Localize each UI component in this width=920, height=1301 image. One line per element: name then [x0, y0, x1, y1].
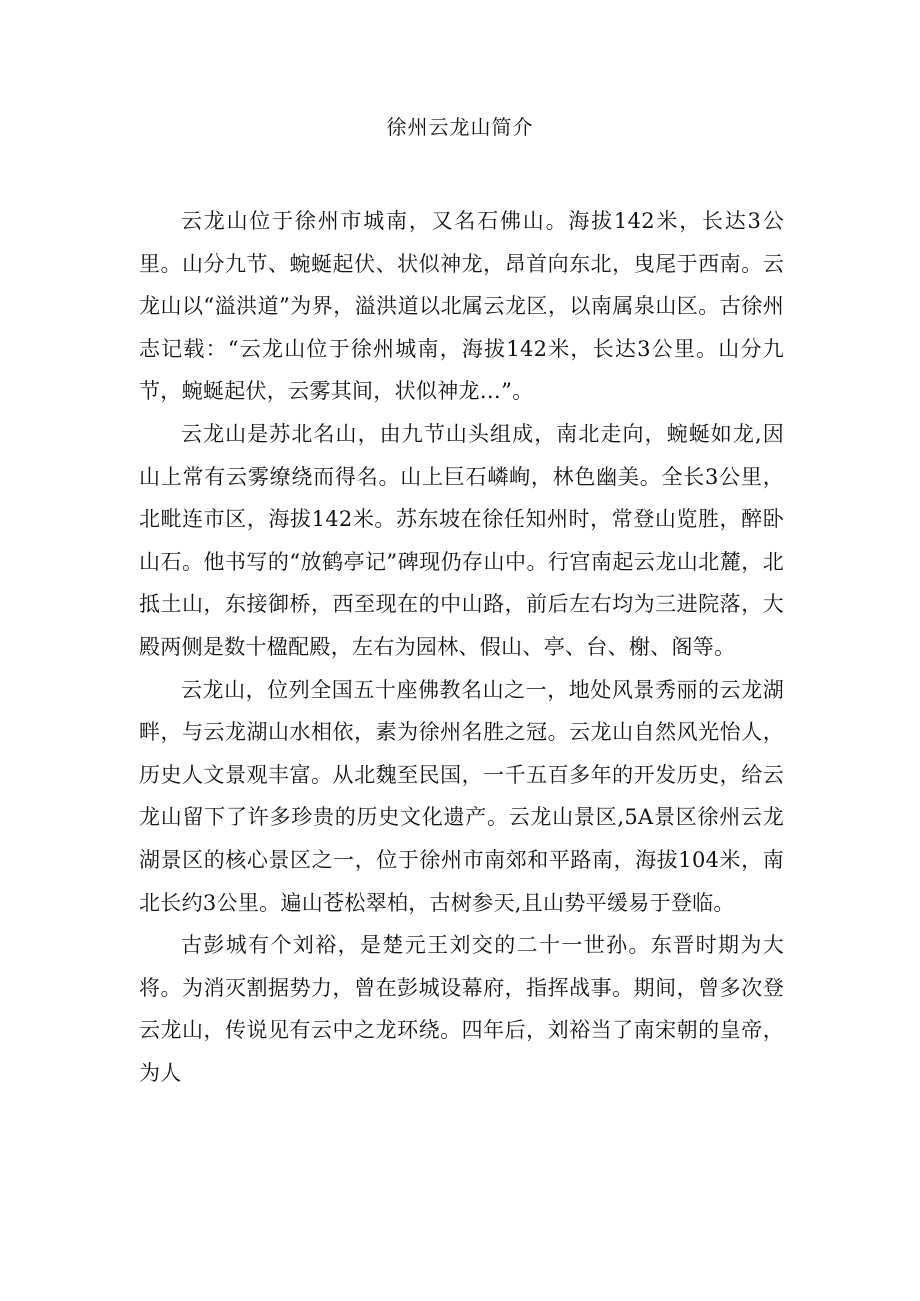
paragraph: 古彭城有个刘裕，是楚元王刘交的二十一世孙。东晋时期为大将。为消灭割据势力，曾在彭城设幕府，指挥战事。期间，曾多次登云龙山，传说见有云中之龙环绕。四年后，刘裕当了南宋朝的皇帝，为人	[139, 933, 784, 1085]
document-title: 徐州云龙山简介	[386, 115, 534, 139]
paragraph: 云龙山，位列全国五十座佛教名山之一，地处风景秀丽的云龙湖畔，与云龙湖山水相依，素为徐州名胜之冠。云龙山自然风光怡人，历史人文景观丰富。从北魏至民国，一千五百多年的开发历史，给云龙山留下了许多珍贵的历史文化遗产。云龙山景区,5A景区徐州云龙湖景区的核心景区之一，位于徐州市南郊和平路南，海拔104米，南北长约3公里。遍山苍松翠柏，古树参天,且山势平缓易于登临。	[139, 677, 784, 915]
paragraph: 云龙山是苏北名山，由九节山头组成，南北走向，蜿蜒如龙,因山上常有云雾缭绕而得名。山上巨石嶙峋，林色幽美。全长3公里，北毗连市区，海拔142米。苏东坡在徐任知州时，常登山览胜，醉卧山石。他书写的“放鹤亭记”碑现仍存山中。行宫南起云龙山北麓，北抵土山，东接御桥，西至现在的中山路，前后左右均为三进院落，大殿两侧是数十楹配殿，左右为园林、假山、亭、台、榭、阁等。	[139, 421, 784, 659]
document-body	[139, 200, 784, 1094]
paragraph: 云龙山位于徐州市城南，又名石佛山。海拔142米，长达3公里。山分九节、蜿蜒起伏、状似神龙，昂首向东北，曳尾于西南。云龙山以“溢洪道”为界，溢洪道以北属云龙区，以南属泉山区。古徐州志记载：“云龙山位于徐州城南，海拔142米，长达3公里。山分九节，蜿蜒起伏，云雾其间，状似神龙…”。	[139, 209, 784, 404]
